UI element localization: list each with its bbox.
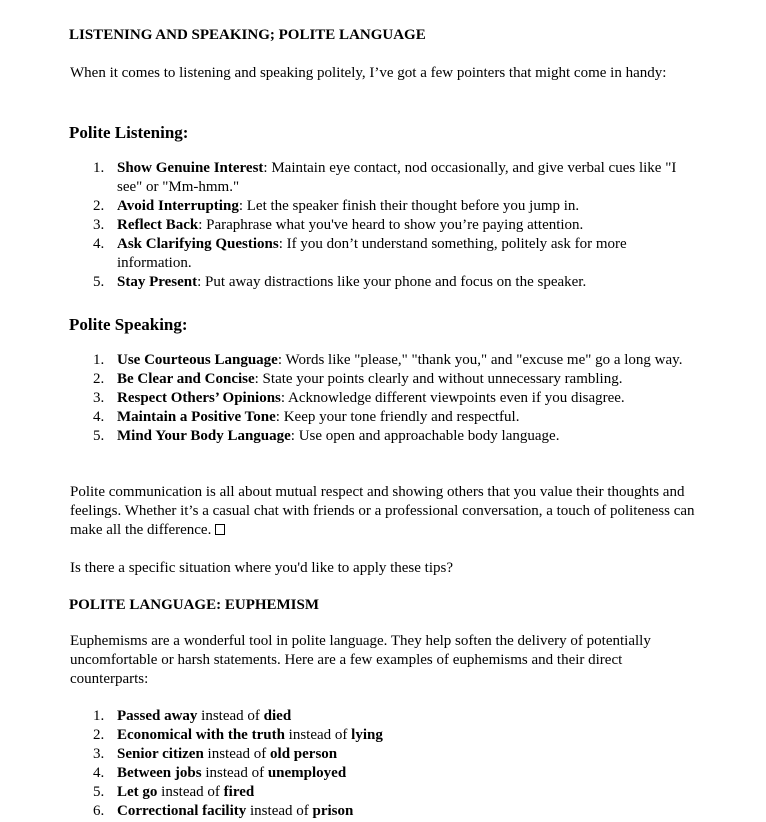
list-number: 3. [93, 217, 105, 233]
list-term: Maintain a Positive Tone [117, 409, 276, 425]
list-item [0, 389, 700, 408]
list-item [0, 235, 700, 273]
list-number: 5. [93, 428, 105, 444]
list-item [0, 351, 700, 370]
list-item [0, 197, 700, 216]
list-text: : Paraphrase what you've heard to show you’re paying attention. [198, 217, 584, 233]
list-item [0, 216, 700, 235]
euphemism-term: Passed away [117, 708, 198, 724]
question-paragraph: Is there a specific situation where you'd like to apply these tips? [70, 560, 454, 576]
list-item [0, 273, 700, 292]
direct-term: lying [351, 727, 383, 743]
list-text: : State your points clearly and without unnecessary rambling. [254, 371, 623, 387]
list-text: : If you don’t understand something, politely ask for more information. [117, 236, 627, 271]
list-term: Show Genuine Interest [117, 160, 264, 176]
list-item [0, 764, 700, 783]
list-text: : Words like "please," "thank you," and "excuse me" go a long way. [277, 352, 683, 368]
speaking-heading: Polite Speaking: [69, 315, 188, 334]
connector-text: instead of [197, 708, 264, 724]
list-item [0, 408, 700, 427]
connector-text: instead of [157, 784, 224, 800]
list-text: : Use open and approachable body language. [290, 428, 560, 444]
speaking-list [0, 351, 700, 446]
intro-paragraph: When it comes to listening and speaking politely, I’ve got a few pointers that might come in handy: [70, 65, 667, 81]
list-item [0, 159, 700, 197]
list-number: 1. [93, 352, 105, 368]
list-number: 6. [93, 803, 105, 819]
direct-term: prison [312, 803, 354, 819]
list-text: : Let the speaker finish their thought before you jump in. [238, 198, 580, 214]
euphemism-heading: POLITE LANGUAGE: EUPHEMISM [69, 597, 320, 613]
closing-paragraph [70, 483, 700, 540]
list-number: 5. [93, 784, 105, 800]
listening-list [0, 159, 700, 292]
list-number: 4. [93, 236, 105, 252]
list-item [0, 427, 700, 446]
euphemism-intro: Euphemisms are a wonderful tool in polite language. They help soften the delivery of potentially uncomfortable or harsh statements. Here are a few examples of euphemisms and their direct counterparts: [70, 633, 651, 687]
connector-text: instead of [203, 746, 271, 762]
list-number: 4. [93, 409, 105, 425]
list-term: Reflect Back [117, 217, 199, 233]
list-text: : Acknowledge different viewpoints even if you disagree. [280, 390, 625, 406]
list-number: 2. [93, 371, 105, 387]
euphemism-term: Let go [117, 784, 158, 800]
list-item [0, 802, 700, 821]
list-number: 3. [93, 746, 105, 762]
euphemism-term: Between jobs [117, 765, 202, 781]
list-term: Use Courteous Language [117, 352, 278, 368]
list-term: Mind Your Body Language [117, 428, 291, 444]
listening-heading: Polite Listening: [69, 123, 189, 142]
list-number: 2. [93, 727, 105, 743]
connector-text: instead of [201, 765, 268, 781]
list-item [0, 783, 700, 802]
direct-term: unemployed [267, 765, 347, 781]
list-term: Avoid Interrupting [117, 198, 239, 214]
direct-term: old person [270, 746, 338, 762]
closing-text: Polite communication is all about mutual respect and showing others that you value their thoughts and feelings. Whether it’s a casual chat with friends or a professional conversation, a touch of politeness can make all the difference. [70, 484, 695, 538]
list-term: Ask Clarifying Questions [117, 236, 279, 252]
list-number: 1. [93, 160, 105, 176]
list-term: Be Clear and Concise [117, 371, 255, 387]
euphemism-list [0, 707, 700, 821]
list-number: 4. [93, 765, 105, 781]
connector-text: instead of [246, 803, 313, 819]
document-title: LISTENING AND SPEAKING; POLITE LANGUAGE [69, 27, 426, 43]
list-text: : Maintain eye contact, nod occasionally, and give verbal cues like "I see" or "Mm-hmm." [117, 160, 677, 195]
list-number: 2. [93, 198, 105, 214]
list-number: 3. [93, 390, 105, 406]
euphemism-term: Correctional facility [117, 803, 247, 819]
list-number: 5. [93, 274, 105, 290]
list-term: Respect Others’ Opinions [117, 390, 281, 406]
list-term: Stay Present [117, 274, 198, 290]
direct-term: fired [223, 784, 255, 800]
list-text: : Keep your tone friendly and respectful. [275, 409, 520, 425]
euphemism-term: Senior citizen [117, 746, 204, 762]
missing-glyph-icon [215, 524, 225, 535]
list-item [0, 745, 700, 764]
direct-term: died [263, 708, 292, 724]
list-item [0, 707, 700, 726]
list-number: 1. [93, 708, 105, 724]
list-text: : Put away distractions like your phone and focus on the speaker. [197, 274, 587, 290]
list-item [0, 370, 700, 389]
euphemism-term: Economical with the truth [117, 727, 285, 743]
list-item [0, 726, 700, 745]
connector-text: instead of [284, 727, 352, 743]
